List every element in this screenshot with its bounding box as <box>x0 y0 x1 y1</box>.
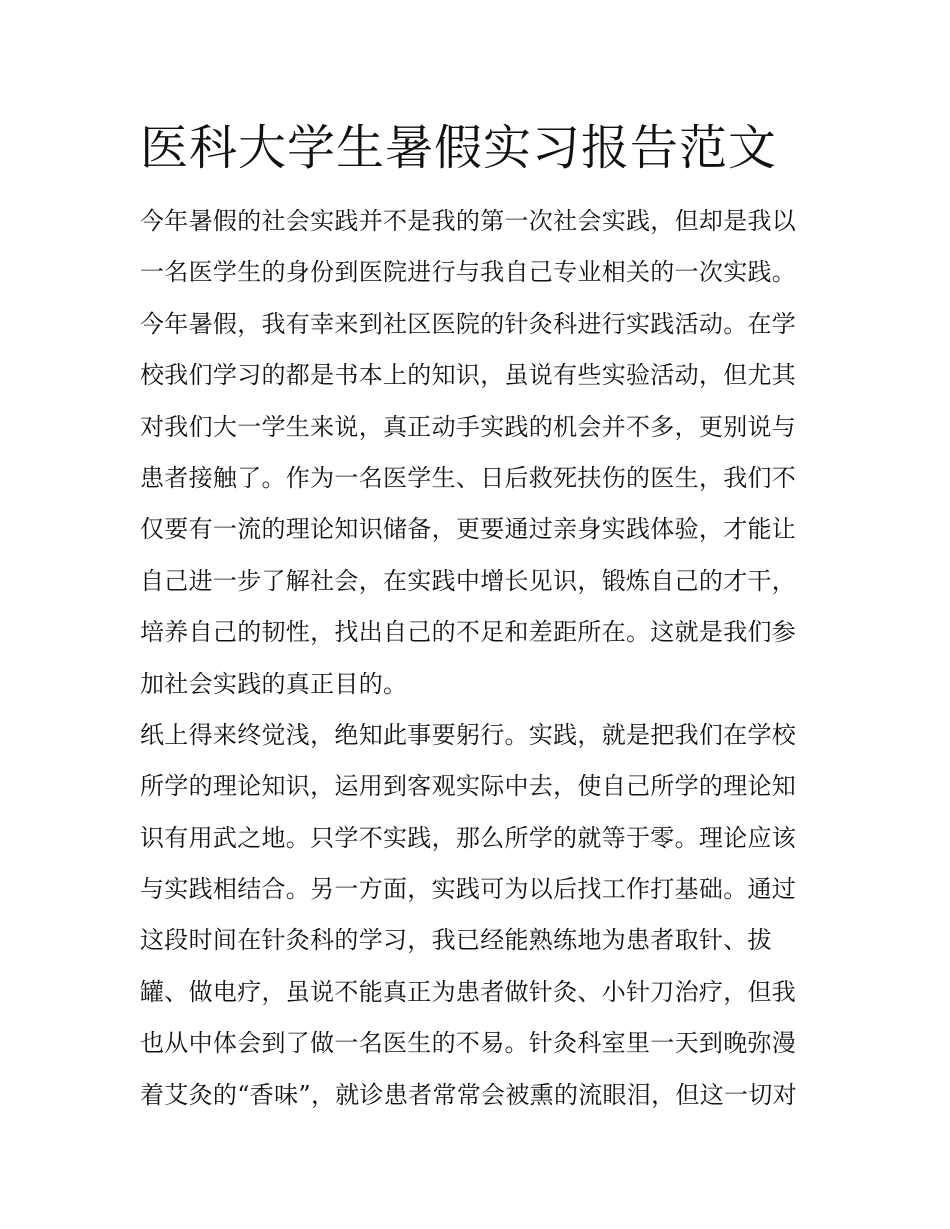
body-line: 识有用武之地。只学不实践，那么所学的就等于零。理论应该 <box>140 823 797 852</box>
body-line: 所学的理论知识，运用到客观实际中去，使自己所学的理论知 <box>140 772 797 801</box>
body-line: 与实践相结合。另一方面，实践可为以后找工作打基础。通过 <box>140 875 797 904</box>
body-line: 对我们大一学生来说，真正动手实践的机会并不多，更别说与 <box>140 412 797 441</box>
body-line: 纸上得来终觉浅，绝知此事要躬行。实践，就是把我们在学校 <box>140 720 797 749</box>
body-line: 患者接触了。作为一名医学生、日后救死扶伤的医生，我们不 <box>140 463 797 492</box>
body-line: 今年暑假，我有幸来到社区医院的针灸科进行实践活动。在学 <box>140 309 797 338</box>
body-line: 也从中体会到了做一名医生的不易。针灸科室里一天到晚弥漫 <box>140 1029 797 1058</box>
document-body <box>140 196 812 1121</box>
body-line: 这段时间在针灸科的学习，我已经能熟练地为患者取针、拔 <box>140 926 772 955</box>
body-line: 培养自己的韧性，找出自己的不足和差距所在。这就是我们参 <box>140 618 797 647</box>
body-line: 自己进一步了解社会，在实践中增长见识，锻炼自己的才干， <box>140 566 797 595</box>
body-line: 着艾灸的“香味”，就诊患者常常会被熏的流眼泪，但这一切对 <box>140 1080 797 1109</box>
body-line: 今年暑假的社会实践并不是我的第一次社会实践，但却是我以 <box>140 207 797 235</box>
body-line: 校我们学习的都是书本上的知识，虽说有些实验活动，但尤其 <box>140 361 797 390</box>
body-line: 罐、做电疗，虽说不能真正为患者做针灸、小针刀治疗，但我 <box>140 977 797 1006</box>
body-line: 仅要有一流的理论知识储备，更要通过亲身实践体验，才能让 <box>140 515 797 544</box>
document-title: 医科大学生暑假实习报告范文 <box>140 120 778 176</box>
body-line: 加社会实践的真正目的。 <box>140 669 408 698</box>
body-line: 一名医学生的身份到医院进行与我自己专业相关的一次实践。 <box>140 258 797 287</box>
